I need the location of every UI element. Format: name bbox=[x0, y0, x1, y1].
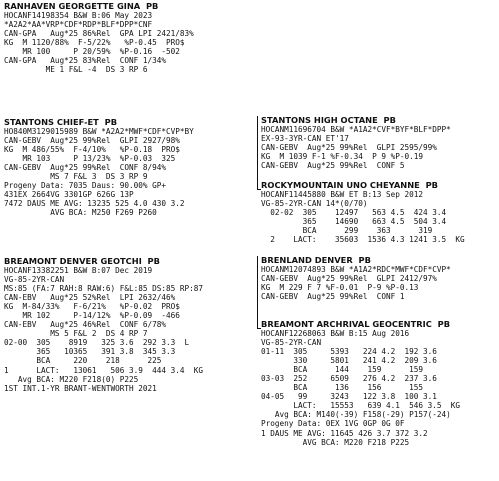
production-line: KG M-84/33% F-6/21% %P-0.02 PRO$ bbox=[4, 302, 180, 312]
lactation-total-line: 2 LACT: 35603 1536 4.3 1241 3.5 KG bbox=[261, 235, 465, 245]
bca-average-line: AVG BCA: M220 F218 P225 bbox=[261, 437, 410, 447]
bca-line: BCA 299 363 319 bbox=[261, 226, 433, 236]
lactation-record-line: 365 10365 391 3.8 345 3.3 bbox=[4, 347, 176, 357]
registration-line: HOCANF12268063 B&W B:15 Aug 2016 bbox=[261, 329, 410, 338]
lactation-record-line: 03-03 252 6509 276 4.2 237 3.6 bbox=[261, 374, 437, 384]
production-line: KG M 1120/88% F-5/22% %P-0.45 PRO$ bbox=[4, 38, 185, 48]
bca-average-line: Avg BCA: M220 F218(0) P225 bbox=[4, 374, 139, 384]
conformation-line: CAN-GEBV Aug*25 99%Rel CONF 1 bbox=[261, 292, 405, 302]
animal-name: RANHAVEN GEORGETTE GINA PB bbox=[4, 1, 159, 11]
pedigree-bracket-upper bbox=[257, 116, 258, 189]
conformation-line: CAN-EBV Aug*25 46%Rel CONF 6/78% bbox=[4, 320, 166, 330]
classification-line: VG-85-2YR-CAN bbox=[261, 338, 322, 348]
lactation-record-line: 01-11 305 5393 224 4.2 192 3.6 bbox=[261, 347, 437, 357]
conformation-line: CAN-GEBV Aug*25 99%Rel CONF 5 bbox=[261, 161, 405, 171]
production-line: KG M 1039 F-1 %F-0.34 P 9 %P-0.19 bbox=[261, 152, 423, 162]
bca-line: BCA 144 159 159 bbox=[261, 365, 423, 375]
animal-name: BREAMONT ARCHRIVAL GEOCENTRIC PB bbox=[261, 319, 451, 329]
animal-name: BREAMONT DENVER GEOTCHI PB bbox=[4, 256, 160, 266]
production-line: MR 102 P-14/12% %P-0.09 -466 bbox=[4, 311, 180, 321]
registration-line: HOCANF13382251 B&W B:07 Dec 2019 bbox=[4, 266, 153, 275]
pedigree-entry-sires-sire bbox=[261, 115, 451, 170]
production-line: MR 100 P 20/59% %P-0.16 -502 bbox=[4, 47, 180, 57]
index-line: CAN-GEBV Aug*25 99%Rel GLPI 2412/97% bbox=[261, 274, 437, 284]
production-line: KG M 229 F 7 %F-0.01 P-9 %P-0.13 bbox=[261, 283, 419, 293]
conformation-line: CAN-GEBV Aug*25 99%Rel CONF 8/94% bbox=[4, 163, 166, 173]
lactation-total-line: 1 LACT: 13061 506 3.9 444 3.4 KG bbox=[4, 365, 204, 375]
pedigree-entry-sires-dam bbox=[261, 180, 465, 244]
classification-line: VG-85-2YR-CAN bbox=[4, 275, 65, 285]
progeny-line: Progeny Data: 7035 Daus: 90.00% GP+ bbox=[4, 181, 166, 191]
bca-line: BCA 220 218 225 bbox=[4, 356, 162, 366]
index-line: CAN-GEBV Aug*25 99%Rel GLPI 2927/98% bbox=[4, 136, 180, 146]
show-award-line: 1ST INT.1-YR BRANT-WENTWORTH 2021 bbox=[4, 383, 157, 393]
pedigree-entry-dam bbox=[4, 1, 194, 74]
animal-name: BRENLAND DENVER PB bbox=[261, 255, 371, 265]
production-line: MR 103 P 13/23% %P-0.03 325 bbox=[4, 154, 176, 164]
daughter-average-line: 7472 DAUS ME AVG: 13235 525 4.0 430 3.2 bbox=[4, 199, 185, 209]
bca-average-line: AVG BCA: M250 F269 P260 bbox=[4, 208, 157, 218]
lactation-record-line: 04-05 99 3243 122 3.8 100 3.1 bbox=[261, 392, 437, 402]
animal-name: STANTONS CHIEF-ET PB bbox=[4, 117, 118, 127]
registration-line: HO840M3129015989 B&W *A2A2*MWF*CDF*CVP*BY bbox=[4, 127, 194, 136]
conformation-line: CAN-GPA Aug*25 83%Rel CONF 1/34% bbox=[4, 56, 166, 66]
index-line: CAN-EBV Aug*25 52%Rel LPI 2632/46% bbox=[4, 293, 176, 303]
progeny-line: Progeny Data: 0EX 1VG 0GP 0G 0F bbox=[261, 419, 405, 429]
registration-line: HOCANF11445880 B&W ET B:13 Sep 2012 bbox=[261, 190, 423, 199]
haplotype-line: *A2A2*AA*VRP*CDF*RDP*BLF*DPP*CNF bbox=[4, 20, 153, 30]
index-line: CAN-GPA Aug*25 86%Rel GPA LPI 2421/83% bbox=[4, 29, 194, 39]
type-traits-line: MS 5 F&L 2 DS 4 RP 7 bbox=[4, 329, 148, 339]
type-traits-line: MS 7 F&L 3 DS 3 RP 9 bbox=[4, 172, 148, 182]
animal-name: ROCKYMOUNTAIN UNO CHEYANNE PB bbox=[261, 180, 439, 190]
classification-line: EX-93-3YR-CAN ET'17 bbox=[261, 134, 349, 144]
lactation-record-line: 330 5801 241 4.2 209 3.6 bbox=[261, 356, 437, 366]
type-traits-line: ME 1 F&L -4 DS 3 RP 6 bbox=[4, 65, 148, 75]
lactation-record-line: 365 14690 663 4.5 504 3.4 bbox=[261, 217, 447, 227]
lactation-record-line: 02-02 305 12497 563 4.5 424 3.4 bbox=[261, 208, 447, 218]
pedigree-entry-dams-sire bbox=[261, 255, 451, 301]
registration-line: HOCANM12074893 B&W *A1A2*RDC*MWF*CDF*CVP* bbox=[261, 265, 451, 274]
score-breakdown-line: MS:85 (FA:7 RAH:8 RAW:6) F&L:85 DS:85 RP:87 bbox=[4, 284, 204, 294]
index-line: CAN-GEBV Aug*25 99%Rel GLPI 2595/99% bbox=[261, 143, 437, 153]
pedigree-entry-sire bbox=[4, 117, 194, 217]
registration-line: HOCANF14198354 B&W B:06 May 2023 bbox=[4, 11, 153, 20]
bca-line: BCA 136 156 155 bbox=[261, 383, 423, 393]
lactation-total-line: LACT: 15553 639 4.1 546 3.5 KG bbox=[261, 401, 461, 411]
pedigree-bracket-lower bbox=[257, 256, 258, 328]
production-line: KG M 486/55% F-4/10% %P-0.18 PRO$ bbox=[4, 145, 180, 155]
animal-name: STANTONS HIGH OCTANE PB bbox=[261, 115, 396, 125]
bca-average-line: Avg BCA: M140(-39) F158(-29) P157(-24) bbox=[261, 410, 451, 420]
registration-line: HOCANM11696704 B&W *A1A2*CVF*BYF*BLF*DPP* bbox=[261, 125, 451, 134]
classification-line: VG-85-2YR-CAN 14*(0/70) bbox=[261, 199, 368, 209]
pedigree-entry-dam-of-sire bbox=[4, 256, 203, 393]
progeny-classification-line: 431EX 2664VG 3301GP 626G 13P bbox=[4, 190, 134, 200]
daughter-average-line: 1 DAUS ME AVG: 11645 426 3.7 372 3.2 bbox=[261, 428, 428, 438]
pedigree-entry-dams-dam bbox=[261, 319, 460, 447]
lactation-record-line: 02-00 305 8919 325 3.6 292 3.3 L bbox=[4, 338, 190, 348]
